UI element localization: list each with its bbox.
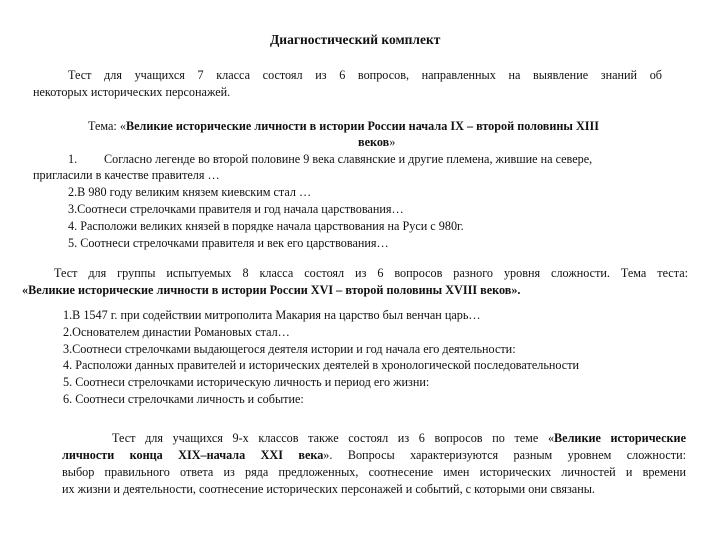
g7-q1-text: Согласно легенде во второй половине 9 века славянские и другие племена, жившие на севере,: [104, 152, 593, 166]
g9-line-1-bold: Великие исторические: [554, 431, 686, 445]
g9-line-2-bold: личности конца XIX–начала XXI века: [62, 448, 324, 462]
topic-suffix: »: [389, 135, 396, 149]
g8-topic-bold: «Великие исторические личности в истории России XVI – второй половины XVIII веков».: [22, 283, 521, 297]
document-title: Диагностический комплект: [270, 32, 441, 47]
g7-q4: 4. Расположи великих князей в порядке начала царствования на Руси с 980г.: [68, 219, 464, 233]
g9-line-4: их жизни и деятельности, соотнесение исторических персонажей и событий, с которыми они связаны.: [62, 482, 595, 496]
g8-q2: 2.Основателем династии Романовых стал…: [63, 325, 290, 339]
g7-q2: 2.В 980 году великим князем киевским стал …: [68, 185, 312, 199]
intro-line-2: некоторых исторических персонажей.: [33, 85, 231, 99]
topic-line-1: [88, 119, 599, 134]
g9-line-2-post: ». Вопросы характеризуются разным уровнем сложности:: [323, 448, 686, 462]
intro-line-1: Тест для учащихся 7 класса состоял из 6 вопросов, направленных на выявление знаний об: [68, 68, 662, 82]
topic-line-2: [358, 135, 395, 150]
g8-q4: 4. Расположи данных правителей и исторических деятелей в хронологической последовательности: [63, 358, 580, 372]
g7-q5: 5. Соотнеси стрелочками правителя и век его царствования…: [68, 236, 389, 250]
g9-line-1-pre: Тест для учащихся 9-х классов также состоял из 6 вопросов по теме «: [112, 431, 555, 445]
g8-q5: 5. Соотнеси стрелочками историческую личность и период его жизни:: [63, 375, 430, 389]
g8-line-1: Тест для группы испытуемых 8 класса состоял из 6 вопросов разного уровня сложности. Тема теста:: [54, 266, 688, 280]
g8-q6: 6. Соотнеси стрелочками личность и событие:: [63, 392, 304, 406]
g8-q3: 3.Соотнеси стрелочками выдающегося деятеля истории и год начала его деятельности:: [63, 342, 516, 356]
g9-line-1: [112, 431, 686, 446]
g8-q1: 1.В 1547 г. при содействии митрополита Макария на царство был венчан царь…: [63, 308, 481, 322]
topic-bold-2: веков: [358, 135, 390, 149]
g8-line-2: [22, 283, 520, 298]
topic-prefix: Тема: «: [88, 119, 126, 133]
topic-bold-1: Великие исторические личности в истории России начала IX – второй половины XIII: [125, 119, 600, 133]
g7-q3: 3.Соотнеси стрелочками правителя и год начала царствования…: [68, 202, 404, 216]
g9-line-3: выбор правильного ответа из ряда предложенных, соотнесение имен исторических личностей и времени: [62, 465, 686, 479]
g9-line-2: [62, 448, 686, 463]
g7-q1-num: 1.: [68, 152, 78, 166]
g7-q1-cont: пригласили в качестве правителя …: [33, 168, 220, 182]
